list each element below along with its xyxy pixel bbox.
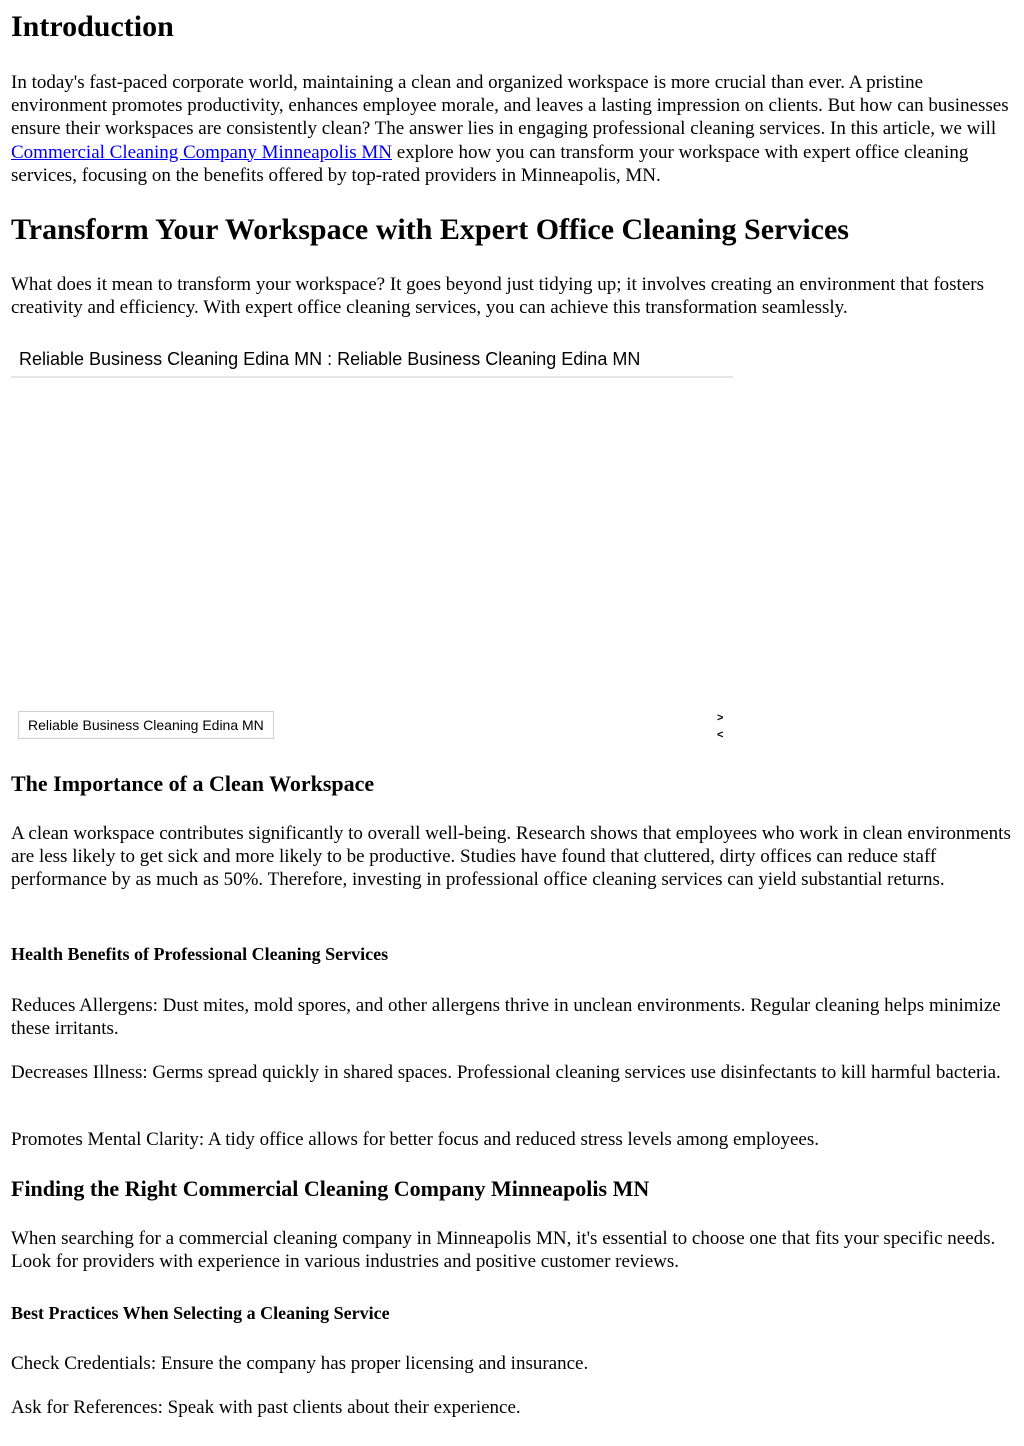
practices-item-references: Ask for References: Speak with past clients about their experience. <box>11 1397 521 1418</box>
next-arrow-icon[interactable]: > <box>717 712 724 724</box>
practices-heading: Best Practices When Selecting a Cleaning Service <box>11 1303 390 1323</box>
intro-text-end: explore how you can transform your workspace with expert office cleaning services, focusing on the benefits offered by top-rated providers in Minneapolis, MN. <box>11 141 969 186</box>
widget-divider <box>11 376 733 378</box>
intro-heading: Introduction <box>11 10 174 43</box>
widget-item-button[interactable]: Reliable Business Cleaning Edina MN <box>18 711 274 739</box>
intro-paragraph <box>11 71 1013 187</box>
importance-heading: The Importance of a Clean Workspace <box>11 771 375 796</box>
practices-item-credentials: Check Credentials: Ensure the company has proper licensing and insurance. <box>11 1353 589 1374</box>
commercial-cleaning-link[interactable]: Commercial Cleaning Company Minneapolis MN <box>11 141 393 163</box>
widget-title: Reliable Business Cleaning Edina MN : Reliable Business Cleaning Edina MN <box>19 349 641 369</box>
health-heading: Health Benefits of Professional Cleaning Services <box>11 944 389 964</box>
health-item-clarity: Promotes Mental Clarity: A tidy office allows for better focus and reduced stress levels among employees. <box>11 1129 820 1150</box>
transform-heading: Transform Your Workspace with Expert Office Cleaning Services <box>11 213 849 246</box>
transform-paragraph: What does it mean to transform your workspace? It goes beyond just tidying up; it involves creating an environment that fosters creativity and efficiency. With expert office cleaning services, you can achieve this transformation seamlessly. <box>11 274 984 319</box>
intro-text-start: In today's fast-paced corporate world, maintaining a clean and organized workspace is more crucial than ever. A pristine environment promotes productivity, enhances employee morale, and leaves a lasting impression on clients. But how can businesses ensure their workspaces are consistently clean? The answer lies in engaging professional cleaning services. In this article, we will <box>11 72 1009 140</box>
embedded-video-widget <box>11 340 733 744</box>
prev-arrow-icon[interactable]: < <box>717 729 724 741</box>
importance-paragraph: A clean workspace contributes significantly to overall well-being. Research shows that employees who work in clean environments are less likely to get sick and more likely to be productive. Studies have found that cluttered, dirty offices can reduce staff performance by as much as 50%. Therefore, investing in professional office cleaning services can yield substantial returns. <box>11 823 1011 891</box>
health-item-illness: Decreases Illness: Germs spread quickly in shared spaces. Professional cleaning services use disinfectants to kill harmful bacteria. <box>11 1062 1001 1083</box>
health-item-allergens: Reduces Allergens: Dust mites, mold spores, and other allergens thrive in unclean environments. Regular cleaning helps minimize these irritants. <box>11 995 1001 1040</box>
finding-heading: Finding the Right Commercial Cleaning Company Minneapolis MN <box>11 1176 650 1201</box>
finding-paragraph: When searching for a commercial cleaning company in Minneapolis MN, it's essential to choose one that fits your specific needs. Look for providers with experience in various industries and positive customer reviews. <box>11 1228 996 1273</box>
